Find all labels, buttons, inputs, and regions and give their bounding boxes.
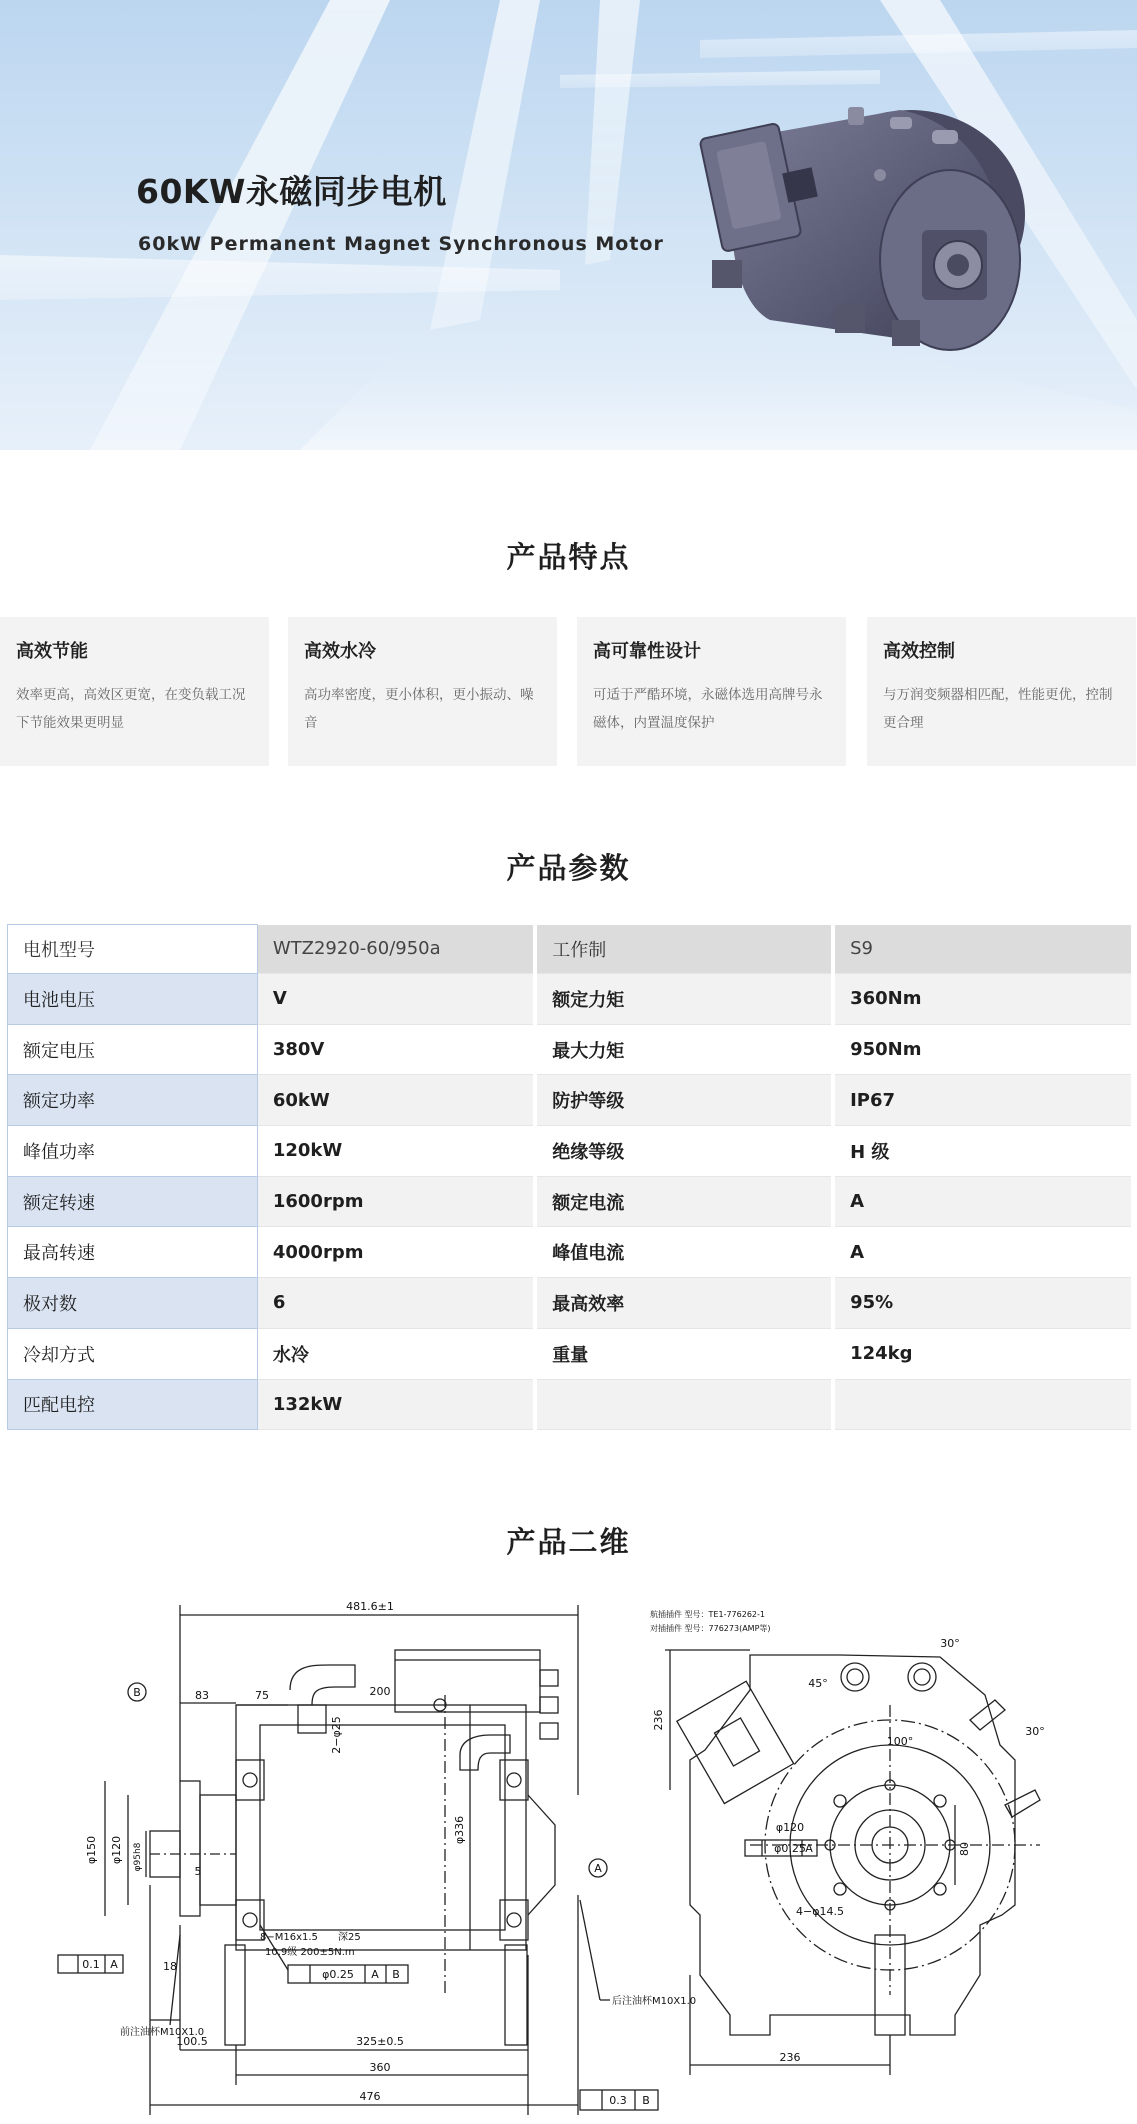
param-value: 6 [257, 1278, 535, 1329]
param-value: 950Nm [833, 1024, 1131, 1075]
param-label: 额定电压 [8, 1024, 258, 1075]
feature-card-cooling [288, 617, 557, 766]
features-list [0, 617, 1137, 766]
dim-2-25: 2−φ25 [330, 1716, 343, 1754]
table-row [8, 1024, 1132, 1075]
dim-336: φ336 [453, 1815, 466, 1845]
table-row [8, 1075, 1132, 1126]
dim-5: 5 [194, 1865, 202, 1878]
hero-banner [0, 0, 1137, 450]
param-value: 60kW [257, 1075, 535, 1126]
param-label: 额定力矩 [535, 974, 833, 1025]
param-value: 1600rpm [257, 1176, 535, 1227]
tol-2: φ0.25 [322, 1968, 354, 1981]
table-row [8, 1176, 1132, 1227]
front-oil-cup-label: 前注油杯M10X1.0 [120, 2027, 205, 2038]
param-label: 最高效率 [535, 1278, 833, 1329]
hero-background-art [0, 0, 1137, 450]
feature-title: 高效节能 [16, 641, 88, 662]
param-label: 防护等级 [535, 1075, 833, 1126]
param-label: 绝缘等级 [535, 1126, 833, 1177]
table-row [8, 925, 1132, 974]
param-value: 132kW [257, 1379, 535, 1430]
table-row [8, 974, 1132, 1025]
param-label [535, 1379, 833, 1430]
feature-card-control [867, 617, 1136, 766]
drawing-section-title: 产品二维 [506, 1525, 631, 1559]
dim-18: 18 [163, 1960, 177, 1973]
param-value: A [833, 1227, 1131, 1278]
param-label: 极对数 [8, 1278, 258, 1329]
hero-title: 60KW永磁同步电机 [136, 172, 447, 211]
tol-4-datum: B [642, 2094, 650, 2107]
feature-card-energy [0, 617, 269, 766]
datum-b-label: B [133, 1686, 141, 1699]
table-row [8, 1379, 1132, 1430]
param-value: 120kW [257, 1126, 535, 1177]
dim-83: 83 [195, 1689, 209, 1702]
param-label: 额定转速 [8, 1176, 258, 1227]
feature-desc: 效率更高，高效区更宽，在变负载工况下节能效果更明显 [16, 687, 246, 731]
param-label: 额定功率 [8, 1075, 258, 1126]
dim-120-front: φ120 [775, 1821, 805, 1834]
param-label: 工作制 [535, 925, 833, 974]
dim-75: 75 [255, 1689, 269, 1702]
param-value: IP67 [833, 1075, 1131, 1126]
param-label: 最高转速 [8, 1227, 258, 1278]
param-value: 4000rpm [257, 1227, 535, 1278]
param-value: 124kg [833, 1328, 1131, 1379]
dim-100-deg: 100° [886, 1735, 914, 1748]
table-row [8, 1126, 1132, 1177]
dim-overall-length: 481.6±1 [346, 1600, 394, 1613]
dim-150: φ150 [85, 1835, 98, 1865]
motor-image [699, 107, 1025, 350]
param-value: A [833, 1176, 1131, 1227]
technical-drawing [50, 1595, 1090, 2115]
dim-30-deg-b: 30° [1025, 1725, 1045, 1738]
features-section-title: 产品特点 [506, 540, 631, 574]
param-value: 95% [833, 1278, 1131, 1329]
dim-200: 200 [369, 1685, 391, 1698]
feature-desc: 可适于严酷环境，永磁体选用高牌号永磁体，内置温度保护 [593, 687, 823, 731]
dim-236-vertical: 236 [652, 1709, 665, 1731]
connector-note-1: 航插插件 型号：TE1-776262-1 [650, 1610, 765, 1619]
tol-2-datum-a: A [371, 1968, 379, 1981]
dim-45-deg: 45° [808, 1677, 828, 1690]
feature-title: 高效控制 [883, 641, 955, 662]
dim-100-5: 100.5 [176, 2035, 208, 2048]
param-value: H 级 [833, 1126, 1131, 1177]
param-label: 最大力矩 [535, 1024, 833, 1075]
param-label: 匹配电控 [8, 1379, 258, 1430]
tol-4: 0.3 [609, 2094, 627, 2107]
dim-236-horizontal: 236 [779, 2051, 801, 2064]
params-section-title: 产品参数 [506, 851, 631, 885]
dim-325: 325±0.5 [356, 2035, 404, 2048]
feature-title: 高效水冷 [304, 641, 376, 662]
hero-subtitle: 60kW Permanent Magnet Synchronous Motor [138, 233, 664, 255]
param-label: 重量 [535, 1328, 833, 1379]
datum-a-label: A [594, 1862, 602, 1875]
param-label: 峰值电流 [535, 1227, 833, 1278]
tol-3-datum: A [805, 1842, 813, 1855]
dim-120: φ120 [110, 1835, 123, 1865]
param-value [833, 1379, 1131, 1430]
dim-30-deg-a: 30° [940, 1637, 960, 1650]
connector-note-2: 对插插件 型号：776273(AMP等) [650, 1624, 771, 1633]
dim-95: φ95h8 [133, 1842, 143, 1872]
feature-title: 高可靠性设计 [593, 641, 701, 662]
tol-3: φ0.25 [774, 1842, 806, 1855]
feature-card-reliability [577, 617, 846, 766]
dim-80: 80 [958, 1842, 971, 1856]
param-label: 电池电压 [8, 974, 258, 1025]
tol-1: 0.1 [82, 1958, 100, 1971]
param-label: 冷却方式 [8, 1328, 258, 1379]
bolt-torque: 10.9级 200±5N.m [265, 1947, 355, 1958]
table-row [8, 1278, 1132, 1329]
param-label: 峰值功率 [8, 1126, 258, 1177]
param-value: V [257, 974, 535, 1025]
param-value: 水冷 [257, 1328, 535, 1379]
tol-2-datum-b: B [392, 1968, 400, 1981]
param-value: WTZ2920-60/950a [257, 925, 535, 974]
rear-oil-cup-label: 后注油杯M10X1.0 [612, 1996, 697, 2007]
params-table [7, 924, 1131, 1430]
param-value: 380V [257, 1024, 535, 1075]
table-row [8, 1227, 1132, 1278]
dim-476: 476 [359, 2090, 381, 2103]
bolt-spec: 8−M16x1.5 [260, 1932, 318, 1943]
param-value: S9 [833, 925, 1131, 974]
tol-1-datum: A [110, 1958, 118, 1971]
feature-desc: 高功率密度，更小体积，更小振动、噪音 [304, 687, 534, 731]
bolt-depth: 深25 [338, 1932, 361, 1943]
feature-desc: 与万润变频器相匹配，性能更优，控制更合理 [883, 687, 1113, 731]
table-row [8, 1328, 1132, 1379]
dim-4-14: 4−φ14.5 [796, 1905, 844, 1918]
param-label: 电机型号 [8, 925, 258, 974]
dim-360: 360 [369, 2061, 391, 2074]
param-value: 360Nm [833, 974, 1131, 1025]
param-label: 额定电流 [535, 1176, 833, 1227]
